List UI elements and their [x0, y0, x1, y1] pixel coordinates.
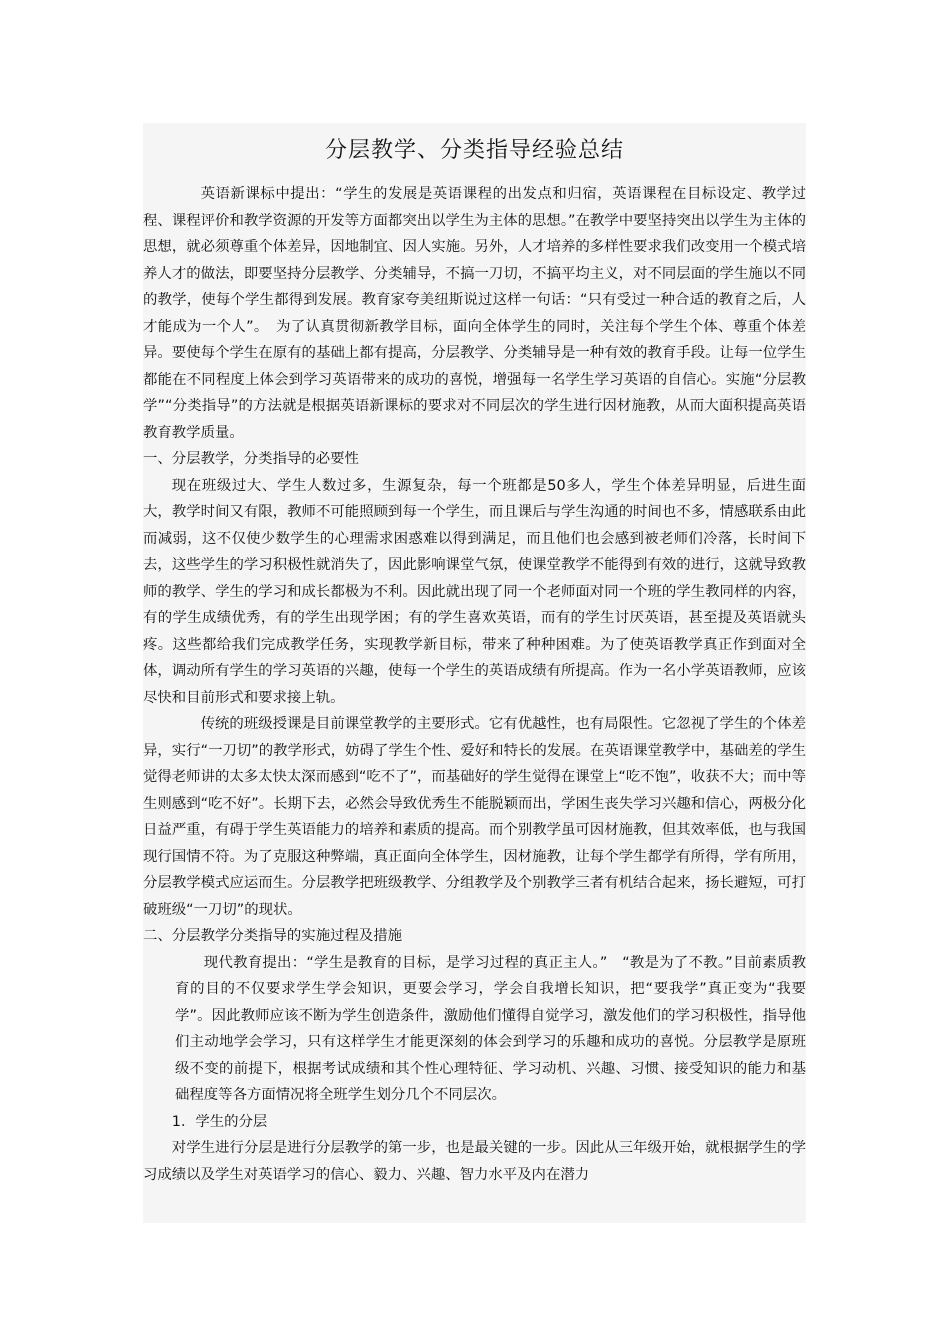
section-2-paragraph-2: 对学生进行分层是进行分层教学的第一步，也是最关键的一步。因此从三年级开始，就根据学生的学习成绩以及学生对英语学习的信心、毅力、兴趣、智力水平及内在潜力 — [143, 1140, 806, 1183]
intro-paragraph: 英语新课标中提出：“学生的发展是英语课程的出发点和归宿，英语课程在目标设定、教学过程、课程评价和教学资源的开发等方面都突出以学生为主体的思想。”在教学中要坚持突出以学生为主体的思想，就必须尊重个体差异，因地制宜、因人实施。另外，人才培养的多样性要求我们改变用一个模式培养人才的做法，即要坚持分层教学、分类辅导，不搞一刀切，不搞平均主义，对不同层面的学生施以不同的教学，使每个学生都得到发展。教育家夸美纽斯说过这样一句话：“只有受过一种合适的教育之后，人才能成为一个人”。 为了认真贯彻新教学目标，面向全体学生的同时，关注每个学生个体、尊重个体差异。要使每个学生在原有的基础上都有提高，分层教学、分类辅导是一种有效的教育手段。让每一位学生都能在不同程度上体会到学习英语带来的成功的喜悦，增强每一名学生学习英语的自信心。实施“分层教学”“分类指导”的方法就是根据英语新课标的要求对不同层次的学生进行因材施教，从而大面积提高英语教育教学质量。 — [143, 186, 806, 441]
section-2-paragraph-1: 现代教育提出：“学生是教育的目标，是学习过程的真正主人。” “教是为了不教。”目前素质教育的目的不仅要求学生学会知识，更要会学习，学会自我增长知识，把“要我学”真正变为“我要学”。因此教师应该不断为学生创造条件，激励他们懂得自觉学习，激发他们的学习积极性，指导他们主动地学会学习，只有这样学生才能更深刻的体会到学习的乐趣和成功的喜悦。分层教学是原班级不变的前提下，根据考试成绩和其个性心理特征、学习动机、兴趣、习惯、接受知识的能力和基础程度等各方面情况将全班学生划分几个不同层次。 — [175, 954, 806, 1103]
subsection-heading-1: 1．学生的分层 — [171, 1113, 268, 1130]
section-heading-2: 二、分层教学分类指导的实施过程及措施 — [143, 928, 403, 944]
section-1-paragraph-2: 传统的班级授课是目前课堂教学的主要形式。它有优越性，也有局限性。它忽视了学生的个体差异，实行“一刀切”的教学形式，妨碍了学生个性、爱好和特长的发展。在英语课堂教学中，基础差的学生觉得老师讲的太多太快太深而感到“吃不了”，而基础好的学生觉得在课堂上“吃不饱”，收获不大；而中等生则感到“吃不好”。长期下去，必然会导致优秀生不能脱颖而出，学困生丧失学习兴趣和信心，两极分化日益严重，有碍于学生英语能力的培养和素质的提高。而个别教学虽可因材施教，但其效率低，也与我国现行国情不符。为了克服这种弊端，真正面向全体学生，因材施教，让每个学生都学有所得，学有所用，分层教学模式应运而生。分层教学把班级教学、分组教学及个别教学三者有机结合起来，扬长避短，可打破班级“一刀切”的现状。 — [143, 716, 806, 918]
section-1-paragraph-1: 现在班级过大、学生人数过多，生源复杂，每一个班都是50多人，学生个体差异明显，后进生面大，教学时间又有限，教师不可能照顾到每一个学生，而且课后与学生沟通的时间也不多，情感联系由此而减弱，这不仅使少数学生的心理需求困惑难以得到满足，而且他们也会感到被老师们冷落，长时间下去，这些学生的学习积极性就消失了，因此影响课堂气氛，使课堂教学不能得到有效的进行，这就导致教师的教学、学生的学习和成长都极为不利。因此就出现了同一个老师面对同一个班的学生教同样的内容，有的学生成绩优秀，有的学生出现学困；有的学生喜欢英语，而有的学生讨厌英语，甚至提及英语就头疼。这些都给我们完成教学任务，实现教学新目标，带来了种种困难。为了使英语教学真正作到面对全体，调动所有学生的学习英语的兴趣，使每一个学生的英语成绩有所提高。作为一名小学英语教师，应该尽快和目前形式和要求接上轨。 — [143, 477, 806, 706]
section-heading-1: 一、分层教学，分类指导的必要性 — [143, 451, 359, 467]
document-body — [143, 123, 806, 1223]
section-2-indented-block — [143, 950, 806, 1109]
page-title: 分层教学、分类指导经验总结 — [324, 138, 624, 163]
